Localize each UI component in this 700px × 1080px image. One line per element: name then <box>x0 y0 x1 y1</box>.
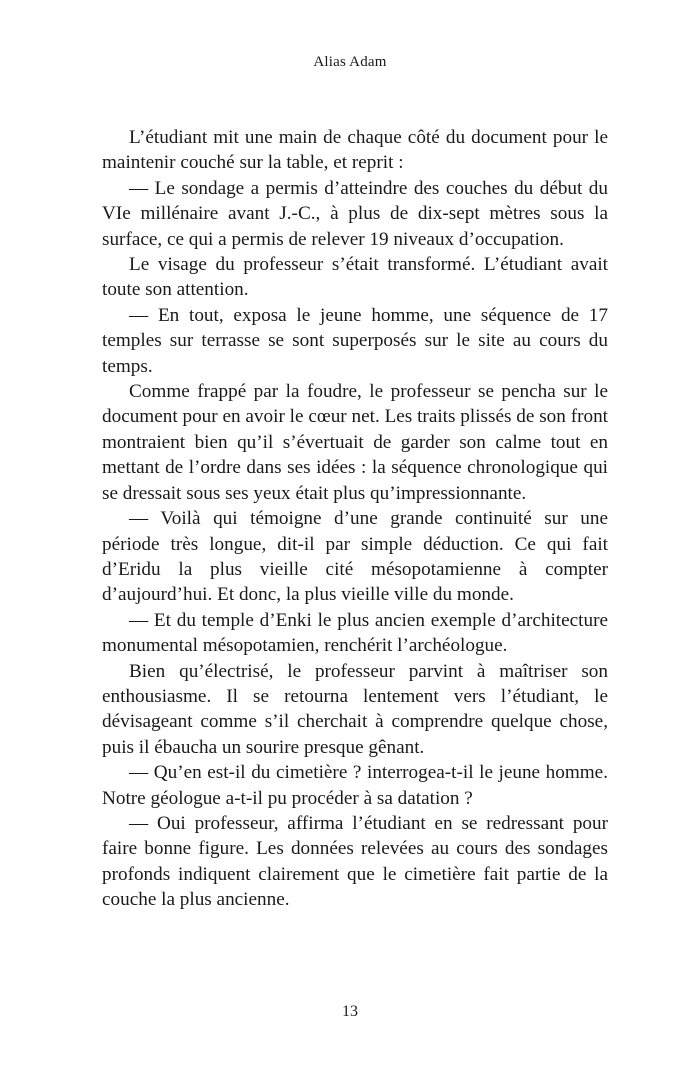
paragraph: Comme frappé par la foudre, le professeur se pencha sur le document pour en avoir le cœur net. Les traits plissés de son front montraient bien qu’il s’évertuait de garder son calme tout en mettant de l’ordre dans ses idées : la séquence chronologique qui se dressait sous ses yeux était plus qu’impressionnante. <box>102 381 608 504</box>
paragraph: — Le sondage a permis d’atteindre des couches du début du VIe millénaire avant J.-C., à plus de dix-sept mètres sous la surface, ce qui a permis de relever 19 niveaux d’occupation. <box>102 177 608 250</box>
paragraph: Le visage du professeur s’était transformé. L’étudiant avait toute son attention. <box>102 254 608 301</box>
body-text <box>102 125 608 913</box>
paragraph: — Et du temple d’Enki le plus ancien exemple d’architecture monumental mésopotamien, renchérit l’archéologue. <box>102 609 608 657</box>
page-number: 13 <box>342 1003 358 1020</box>
paragraph: Bien qu’électrisé, le professeur parvint à maîtriser son enthousiasme. Il se retourna lentement vers l’étudiant, le dévisageant comme s’il cherchait à comprendre quelque chose, puis il ébaucha un sourire presque gênant. <box>102 660 608 758</box>
paragraph: L’étudiant mit une main de chaque côté du document pour le maintenir couché sur la table, et reprit : <box>102 127 608 174</box>
paragraph: — Voilà qui témoigne d’une grande continuité sur une période très longue, dit-il par simple déduction. Ce qui fait d’Eridu la plus vieille cité mésopotamienne à compter d’aujourd’hui. Et donc, la plus vieille ville du monde. <box>102 508 608 606</box>
paragraph: — Qu’en est-il du cimetière ? interrogea-t-il le jeune homme. Notre géologue a-t-il pu procéder à sa datation ? <box>102 762 608 809</box>
paragraph: — Oui professeur, affirma l’étudiant en se redressant pour faire bonne figure. Les données relevées au cours des sondages profonds indiquent clairement que le cimetière fait partie de la couche la plus ancienne. <box>102 812 608 911</box>
paragraph: — En tout, exposa le jeune homme, une séquence de 17 temples sur terrasse se sont superposés sur le site au cours du temps. <box>102 304 608 377</box>
running-header: Alias Adam <box>313 54 387 70</box>
